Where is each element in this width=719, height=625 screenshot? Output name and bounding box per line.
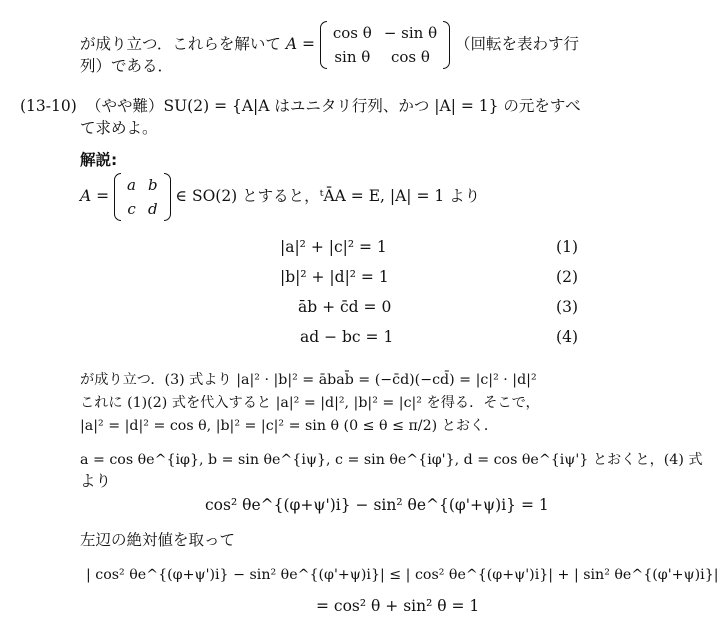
equation-2: |b|² + |d|² = 1 <box>280 268 389 286</box>
equation-number-4: (4) <box>556 328 578 346</box>
intro-line-2: 列）である． <box>80 57 174 75</box>
para2-line-1: a = cos θe^{iφ}, b = sin θe^{iψ}, c = sin θe^{iφ'}, d = cos θe^{iψ'} とおくと，(4) 式 <box>80 452 703 468</box>
abcd-cell: b <box>148 176 158 194</box>
matrix-A-label: A <box>80 187 92 205</box>
para2-line-2: より <box>80 472 112 490</box>
abcd-cell: a <box>127 176 136 194</box>
rot-cell: − sin θ <box>383 24 438 42</box>
intro-line-1: が成り立つ．これらを解いて A = cos θ − sin θ sin θ cos θ （回転を表わす行 <box>80 21 579 69</box>
equation-number-2: (2) <box>556 268 578 286</box>
rot-cell: cos θ <box>332 24 372 42</box>
display-equation-2-line-1: | cos² θe^{(φ+ψ')i} − sin² θe^{(φ'+ψ)i}| ≤ | cos² θe^{(φ+ψ')i}| + | sin² θe^{(φ'+ψ)i}| <box>86 567 719 583</box>
matrix-A-label: A <box>285 35 298 53</box>
setup-line: A = a b c d ∈ SO(2) とすると，ᵗĀA = E, |A| = 1 より <box>80 173 480 221</box>
rot-cell: cos θ <box>390 48 430 66</box>
abcd-cell: d <box>148 200 158 218</box>
solution-heading: 解説: <box>80 151 118 169</box>
rot-cell: sin θ <box>334 48 371 66</box>
problem-line-1: （やや難）SU(2) = {A|A はユニタリ行列、かつ |A| = 1} の元をすべ <box>86 97 581 115</box>
problem-number: (13-10) <box>20 97 77 115</box>
intro-text-a: が成り立つ．これらを解いて <box>80 35 281 53</box>
equation-4: ad − bc = 1 <box>300 328 394 346</box>
equation-3: āb + c̄d = 0 <box>298 298 392 316</box>
setup-text: ∈ SO(2) とすると，ᵗĀA = E, |A| = 1 より <box>175 187 481 205</box>
equation-number-3: (3) <box>556 298 578 316</box>
equation-1: |a|² + |c|² = 1 <box>280 238 387 256</box>
equation-number-1: (1) <box>556 238 578 256</box>
abcd-cell: c <box>127 200 136 218</box>
rotation-matrix <box>320 21 450 69</box>
abcd-matrix <box>114 173 171 221</box>
para3: 左辺の絶対値を取って <box>80 531 236 549</box>
para1-line-1: が成り立つ．(3) 式より |a|² · |b|² = ābab̄ = (−c̄d)(−cd̄) = |c|² · |d|² <box>80 372 537 388</box>
para1-line-2: これに (1)(2) 式を代入すると |a|² = |d|², |b|² = |c|² を得る．そこで， <box>80 395 540 411</box>
para1-line-3: |a|² = |d|² = cos θ, |b|² = |c|² = sin θ (0 ≤ θ ≤ π/2) とおく． <box>80 418 499 434</box>
display-equation-1: cos² θe^{(φ+ψ')i} − sin² θe^{(φ'+ψ)i} = 1 <box>205 496 549 514</box>
intro-text-b: （回転を表わす行 <box>455 35 580 53</box>
display-equation-2-line-2: = cos² θ + sin² θ = 1 <box>316 597 480 615</box>
problem-line-2: て求めよ。 <box>80 119 158 137</box>
